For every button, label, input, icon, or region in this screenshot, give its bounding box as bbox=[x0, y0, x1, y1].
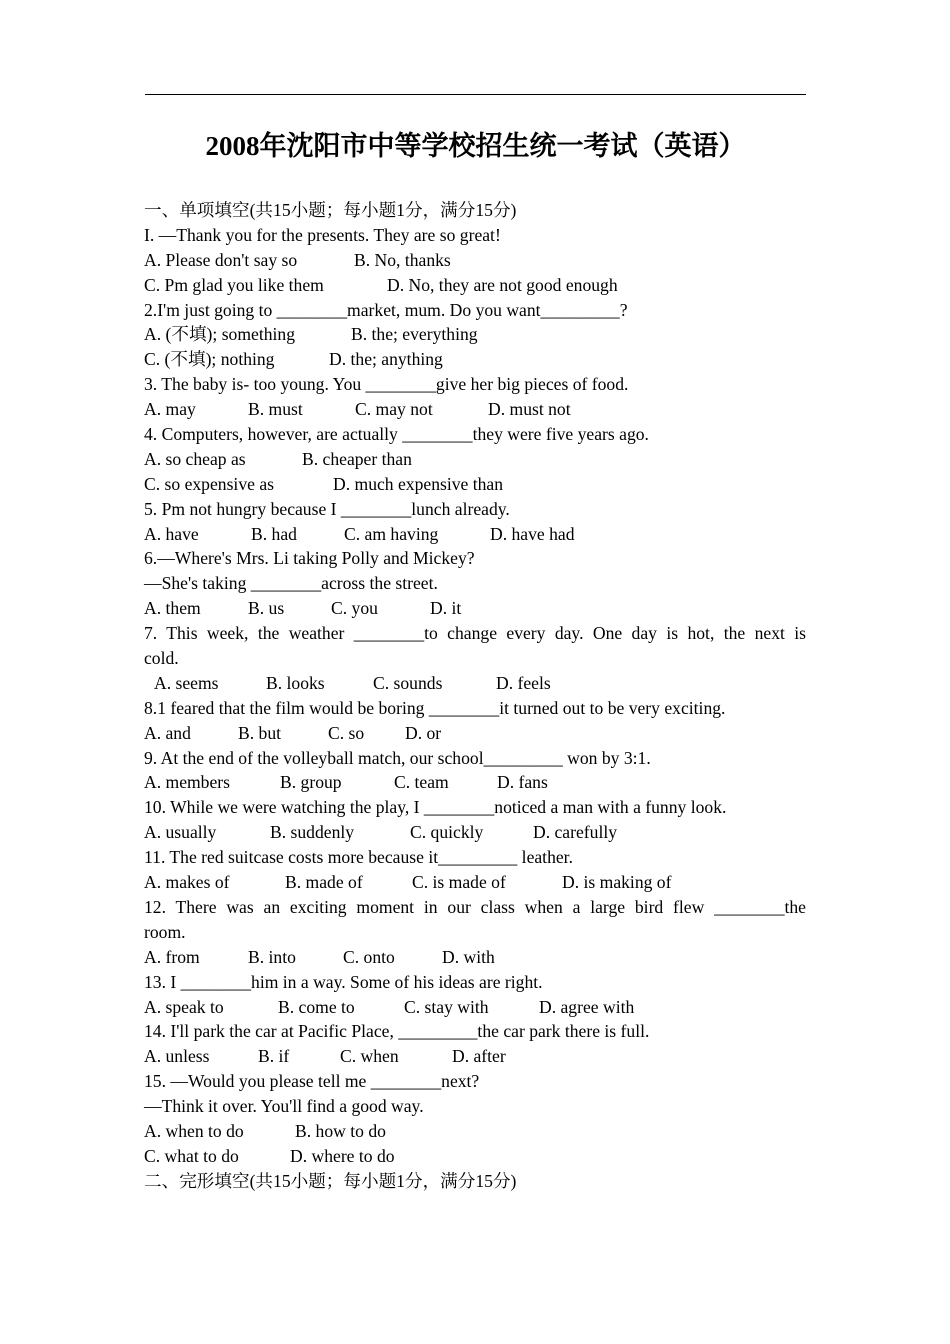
option: D. is making of bbox=[562, 872, 672, 893]
option: A. them bbox=[144, 598, 201, 619]
option: C. so expensive as bbox=[144, 473, 274, 494]
question-stem: 2.I'm just going to ________market, mum. Do you want_________? bbox=[144, 299, 628, 320]
question-stem: 11. The red suitcase costs more because it_________ leather. bbox=[144, 847, 573, 868]
option: D. with bbox=[442, 946, 495, 967]
option: B. if bbox=[258, 1046, 290, 1067]
option: B. us bbox=[248, 598, 285, 619]
option: B. had bbox=[251, 523, 297, 544]
option-row bbox=[144, 1119, 806, 1144]
option: A. makes of bbox=[144, 872, 230, 893]
option: C. onto bbox=[343, 946, 395, 967]
question-stem-continued: room. bbox=[144, 921, 186, 942]
option: A. speak to bbox=[144, 996, 224, 1017]
option: D. agree with bbox=[539, 996, 635, 1017]
option-row bbox=[144, 596, 806, 621]
question-stem: 9. At the end of the volleyball match, our school_________ won by 3:1. bbox=[144, 747, 651, 768]
question-stem: 8.1 feared that the film would be boring ________it turned out to be very exciting. bbox=[144, 697, 726, 718]
exam-content bbox=[144, 198, 806, 1194]
question-stem-continued: —She's taking ________across the street. bbox=[144, 573, 438, 594]
page-title: 2008年沈阳市中等学校招生统一考试（英语） bbox=[205, 131, 746, 161]
option: D. No, they are not good enough bbox=[387, 274, 618, 295]
option: B. how to do bbox=[295, 1120, 386, 1141]
option: D. it bbox=[430, 598, 462, 619]
option: C. sounds bbox=[373, 672, 443, 693]
option: A. have bbox=[144, 523, 199, 544]
option: B. into bbox=[248, 946, 296, 967]
option: B. but bbox=[238, 722, 282, 743]
option: C. what to do bbox=[144, 1145, 239, 1166]
option-row bbox=[144, 770, 806, 795]
option-row bbox=[144, 347, 806, 372]
option: C. team bbox=[394, 772, 449, 793]
option: D. the; anything bbox=[329, 349, 443, 370]
option: C. quickly bbox=[410, 822, 484, 843]
question-stem: 10. While we were watching the play, I ________noticed a man with a funny look. bbox=[144, 797, 727, 818]
question-stem: 13. I ________him in a way. Some of his ideas are right. bbox=[144, 971, 543, 992]
option: A. Please don't say so bbox=[144, 249, 298, 270]
header-rule bbox=[145, 94, 806, 95]
option: A. and bbox=[144, 722, 191, 743]
option: A. members bbox=[144, 772, 230, 793]
option: B. cheaper than bbox=[302, 448, 412, 469]
question-stem: 7. This week, the weather ________to change every day. One day is hot, the next is bbox=[144, 623, 806, 644]
option: C. may not bbox=[355, 399, 433, 420]
option: B. the; everything bbox=[351, 324, 478, 345]
option-row bbox=[144, 472, 806, 497]
option-row bbox=[144, 447, 806, 472]
question-stem: 5. Pm not hungry because I ________lunch already. bbox=[144, 498, 510, 519]
section-heading: 一、单项填空(共15小题；每小题1分，满分15分) bbox=[144, 200, 517, 220]
question-stem: I. —Thank you for the presents. They are so great! bbox=[144, 224, 501, 245]
option: D. after bbox=[452, 1046, 506, 1067]
question-stem-continued: cold. bbox=[144, 648, 179, 669]
option: B. made of bbox=[285, 872, 363, 893]
option-row bbox=[144, 820, 806, 845]
option: B. group bbox=[280, 772, 342, 793]
option: C. is made of bbox=[412, 872, 506, 893]
question-stem: 14. I'll park the car at Pacific Place, _________the car park there is full. bbox=[144, 1021, 650, 1042]
option: A. from bbox=[144, 946, 200, 967]
option-row bbox=[144, 945, 806, 970]
option: D. where to do bbox=[290, 1145, 395, 1166]
option-row bbox=[144, 1144, 806, 1169]
option-row bbox=[144, 870, 806, 895]
question-stem: 4. Computers, however, are actually ________they were five years ago. bbox=[144, 424, 649, 445]
question-stem: 15. —Would you please tell me ________next? bbox=[144, 1071, 480, 1092]
option: D. fans bbox=[497, 772, 548, 793]
option: A. when to do bbox=[144, 1120, 244, 1141]
question-stem: 6.—Where's Mrs. Li taking Polly and Mickey? bbox=[144, 548, 475, 569]
option: D. must not bbox=[488, 399, 571, 420]
option-row bbox=[144, 1044, 806, 1069]
option: C. am having bbox=[344, 523, 439, 544]
option: A. seems bbox=[154, 672, 219, 693]
option: C. stay with bbox=[404, 996, 489, 1017]
option: B. looks bbox=[266, 672, 325, 693]
option: D. carefully bbox=[533, 822, 618, 843]
question-stem: 12. There was an exciting moment in our class when a large bird flew ________the bbox=[144, 896, 806, 917]
option-row bbox=[144, 995, 806, 1020]
option-row bbox=[144, 322, 806, 347]
option: B. must bbox=[248, 399, 303, 420]
option: D. or bbox=[405, 722, 442, 743]
option-row bbox=[144, 671, 806, 696]
option-row bbox=[144, 522, 806, 547]
option-row bbox=[144, 397, 806, 422]
option: C. when bbox=[340, 1046, 399, 1067]
option: A. (不填); something bbox=[144, 324, 295, 345]
option: A. may bbox=[144, 399, 196, 420]
question-stem-continued: —Think it over. You'll find a good way. bbox=[144, 1096, 424, 1117]
section-heading: 二、完形填空(共15小题；每小题1分，满分15分) bbox=[144, 1170, 517, 1191]
option: D. have had bbox=[490, 523, 575, 544]
option: C. so bbox=[328, 722, 365, 743]
option: B. come to bbox=[278, 996, 355, 1017]
option: B. No, thanks bbox=[354, 249, 451, 270]
option: A. so cheap as bbox=[144, 448, 246, 469]
option-row bbox=[144, 248, 806, 273]
option: C. you bbox=[331, 598, 378, 619]
option-row bbox=[144, 721, 806, 746]
option: D. much expensive than bbox=[333, 473, 504, 494]
option-row bbox=[144, 273, 806, 298]
option: C. (不填); nothing bbox=[144, 349, 275, 370]
option: B. suddenly bbox=[270, 822, 355, 843]
option: A. usually bbox=[144, 822, 217, 843]
question-stem: 3. The baby is- too young. You ________give her big pieces of food. bbox=[144, 374, 629, 395]
option: A. unless bbox=[144, 1046, 210, 1067]
option: D. feels bbox=[496, 672, 551, 693]
option: C. Pm glad you like them bbox=[144, 274, 324, 295]
